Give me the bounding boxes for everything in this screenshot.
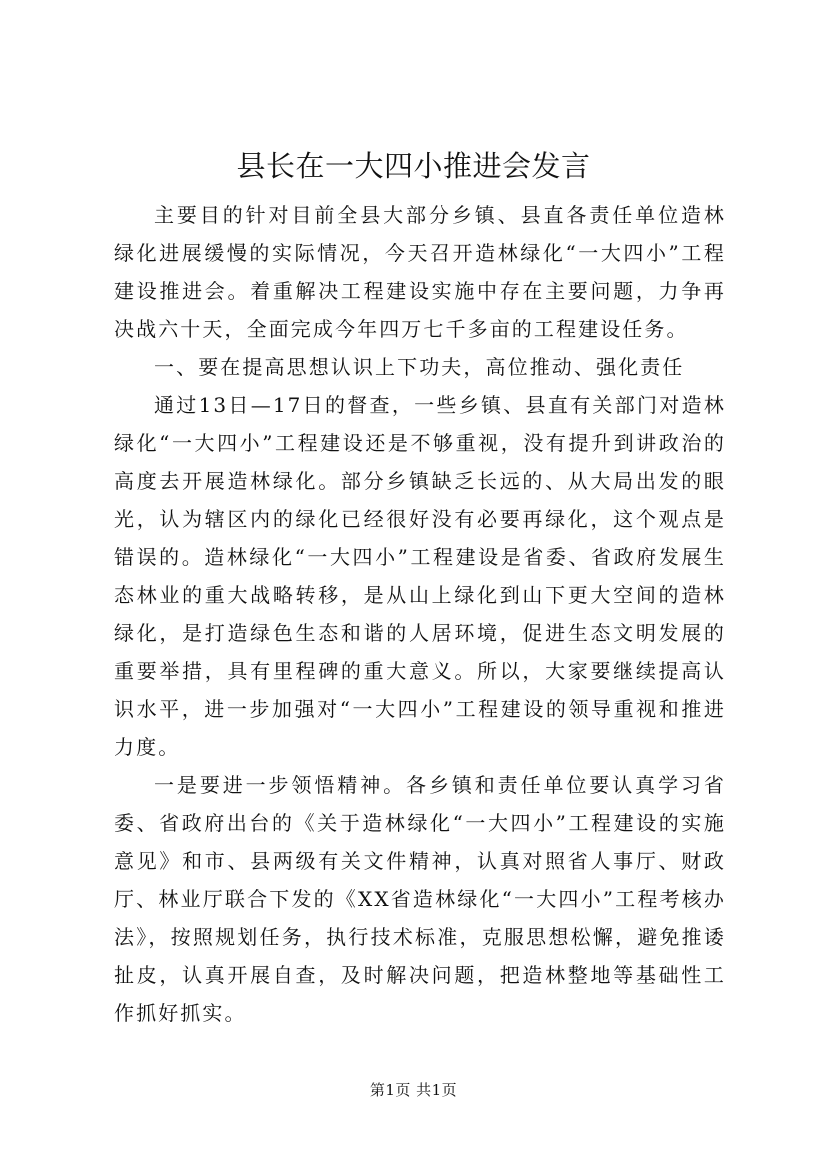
- paragraph-spirit: 一是要进一步领悟精神。各乡镇和责任单位要认真学习省委、省政府出台的《关于造林绿化“一大四小”工程建设的实施意见》和市、县两级有关文件精神，认真对照省人事厅、财政厅、林业厅联合下发的《XX省造林绿化“一大四小”工程考核办法》，按照规划任务，执行技术标准，克服思想松懈，避免推诿扯皮，认真开展自查，及时解决问题，把造林整地等基础性工作抓好抓实。: [114, 773, 726, 1025]
- document-title: 县长在一大四小推进会发言: [236, 149, 591, 183]
- paragraph-intro: 主要目的针对目前全县大部分乡镇、县直各责任单位造林绿化进展缓慢的实际情况，今天召开造林绿化“一大四小”工程建设推进会。着重解决工程建设实施中存在主要问题，力争再决战六十天，全面完成今年四万七千多亩的工程建设任务。: [114, 203, 726, 341]
- document-body: [114, 196, 726, 1032]
- page-number-footer: 第1页 共1页: [369, 1081, 458, 1099]
- paragraph-inspection: 通过13日—17日的督查，一些乡镇、县直有关部门对造林绿化“一大四小”工程建设还是不够重视，没有提升到讲政治的高度去开展造林绿化。部分乡镇缺乏长远的、从大局出发的眼光，认为辖区内的绿化已经很好没有必要再绿化，这个观点是错误的。造林绿化“一大四小”工程建设是省委、省政府发展生态林业的重大战略转移，是从山上绿化到山下更大空间的造林绿化，是打造绿色生态和谐的人居环境，促进生态文明发展的重要举措，具有里程碑的重大意义。所以，大家要继续提高认识水平，进一步加强对“一大四小”工程建设的领导重视和推进力度。: [114, 393, 726, 759]
- section-heading-1: 一、要在提高思想认识上下功夫，高位推动、强化责任: [154, 355, 685, 379]
